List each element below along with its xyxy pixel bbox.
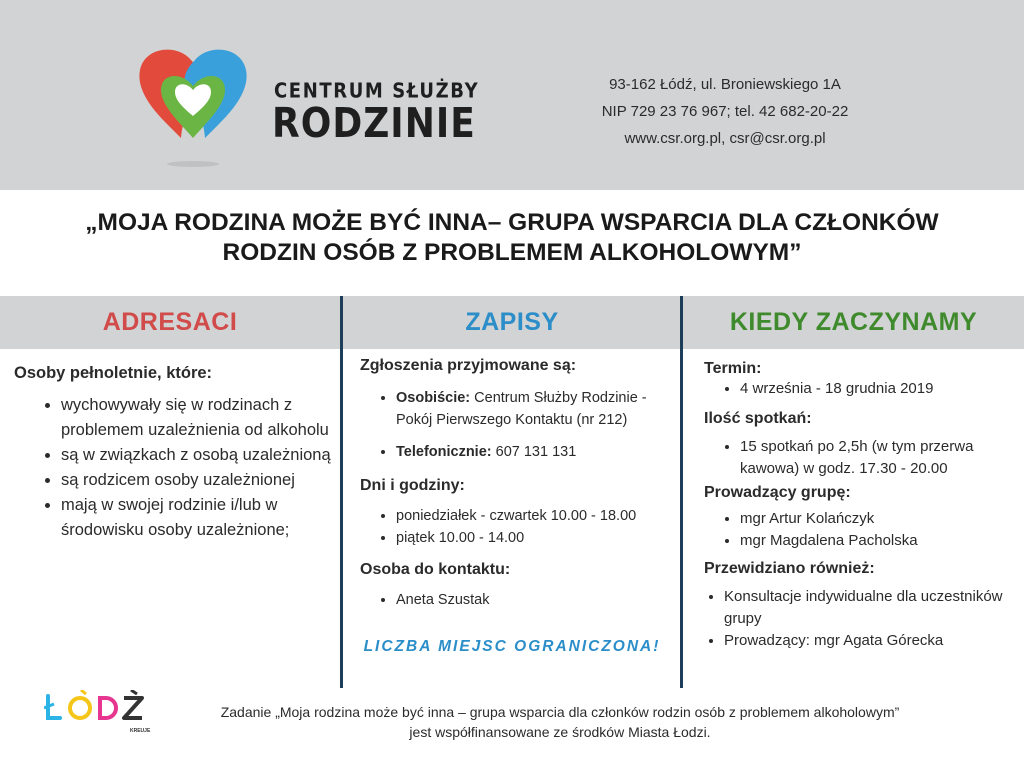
limited-places-notice: LICZBA MIEJSC OGRANICZONA!: [363, 638, 661, 655]
title-line-1: „MOJA RODZINA MOŻE BYĆ INNA– GRUPA WSPARCIA DLA CZŁONKÓW: [85, 209, 939, 236]
header-banner: [0, 0, 1024, 190]
list-item: • wychowywały się w rodzinach z problemem uzależnienia od alkoholu: [61, 393, 334, 443]
heading-zapisy: ZAPISY: [465, 308, 559, 336]
footer-line-1: Zadanie „Moja rodzina może być inna – grupa wsparcia dla członków rodzin osób z problemem alkoholowym”: [220, 704, 900, 720]
list-item: • mają w swojej rodzinie i/lub w środowisku osoby uzależnione;: [61, 493, 334, 543]
kiedy-section-extras: Przewidziano również:: [704, 560, 875, 577]
column-divider-2: [680, 296, 683, 688]
adresaci-list: [14, 393, 334, 543]
meetings-list: [704, 436, 1016, 480]
zapisy-section-contact: Osoba do kontaktu:: [360, 561, 511, 578]
list-item: • są w związkach z osobą uzależnioną: [61, 443, 334, 468]
brand-name-large: RODZINIE: [272, 100, 476, 148]
heading-adresaci: ADRESACI: [102, 308, 238, 336]
heading-kiedy: KIEDY ZACZYNAMY: [729, 308, 978, 336]
leaders-list: [704, 508, 1016, 552]
adresaci-column: [14, 364, 334, 543]
kiedy-section-term: Termin:: [704, 360, 762, 377]
phone-label: Telefonicznie:: [396, 444, 492, 460]
contact-info: [560, 71, 890, 152]
phone-number: 607 131 131: [495, 444, 577, 460]
list-item: • 4 września - 18 grudnia 2019: [740, 378, 1016, 400]
web-email-text: www.csr.org.pl, csr@csr.org.pl: [624, 130, 826, 147]
footer-line-2: jest współfinansowane ze środków Miasta Łodzi.: [409, 724, 711, 740]
heart-logo-icon: [133, 42, 253, 170]
nip-phone-text: NIP 729 23 76 967; tel. 42 682-20-22: [601, 103, 849, 120]
zapisy-section-hours: Dni i godziny:: [360, 477, 465, 494]
footer-funding-note: [160, 702, 960, 742]
list-item: • 15 spotkań po 2,5h (w tym przerwa kawowa) w godz. 17.30 - 20.00: [740, 436, 1016, 480]
logo-sub-text: KREUJE: [130, 728, 151, 734]
list-item: • Prowadzący: mgr Agata Górecka: [724, 630, 1016, 652]
zapisy-section-registration: Zgłoszenia przyjmowane są:: [360, 357, 577, 374]
kiedy-column: [704, 360, 1016, 652]
list-item: [396, 387, 680, 431]
hours-list: [360, 505, 680, 549]
adresaci-lead: Osoby pełnoletnie, które:: [14, 364, 213, 382]
list-item: [396, 441, 680, 463]
registration-list: [360, 387, 680, 463]
title-line-2: RODZIN OSÓB Z PROBLEMEM ALKOHOLOWYM”: [222, 239, 802, 266]
list-item: • są rodzicem osoby uzależnionej: [61, 468, 334, 493]
extras-list: [704, 586, 1016, 652]
kiedy-section-meetings: Ilość spotkań:: [704, 410, 812, 427]
list-item: • Aneta Szustak: [396, 589, 680, 611]
lodz-city-logo-icon: [44, 690, 154, 742]
list-item: • piątek 10.00 - 14.00: [396, 527, 680, 549]
zapisy-column: [360, 357, 680, 611]
address-text: 93-162 Łódź, ul. Broniewskiego 1A: [609, 76, 841, 93]
page-title: [0, 208, 1024, 268]
list-item: • mgr Artur Kolańczyk: [740, 508, 1016, 530]
personal-label: Osobiście:: [396, 390, 471, 406]
list-item: • mgr Magdalena Pacholska: [740, 530, 1016, 552]
personal-text: Centrum Służby Rodzinie - Pokój Pierwszego Kontaktu (nr 212): [396, 390, 647, 428]
kiedy-section-leaders: Prowadzący grupę:: [704, 484, 851, 501]
column-divider-1: [340, 296, 343, 688]
contact-list: [360, 589, 680, 611]
list-item: • Konsultacje indywidualne dla uczestników grupy: [724, 586, 1016, 630]
brand-name-small: CENTRUM SŁUŻBY: [274, 79, 480, 104]
list-item: • poniedziałek - czwartek 10.00 - 18.00: [396, 505, 680, 527]
term-list: [704, 378, 1016, 400]
